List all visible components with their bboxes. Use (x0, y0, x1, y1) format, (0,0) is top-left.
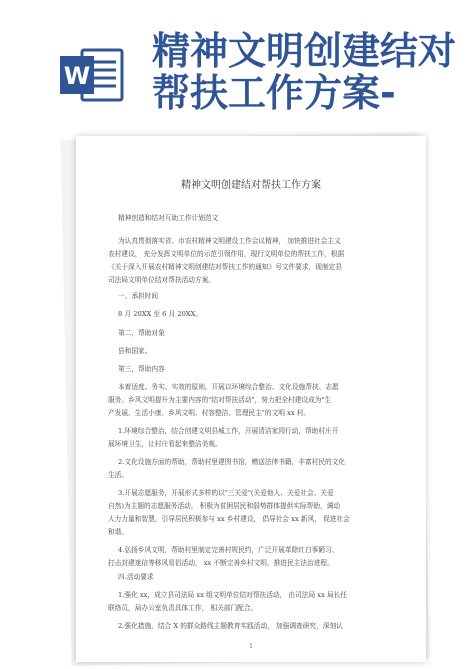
word-icon (58, 44, 126, 106)
banner-title (152, 30, 470, 114)
banner-title-line1: 精神文明创建结对 (152, 29, 457, 73)
body-line: 精神创造和结对互助工作计划范文 (118, 214, 219, 222)
body-line: 本着适度、务实、实效的原则，开展以环境综合整治、文化设施帮扶、志愿 (118, 383, 339, 391)
body-line: 2.强化措施，结合 X 的群众路线主题教育实践活动， 加强调查研究，深刻认 (118, 622, 343, 630)
body-line: 1.环境综合整治，结合创建文明县城工作，开展清洁家园行动，帮助村庄开 (118, 427, 339, 435)
header-banner (0, 0, 474, 115)
body-line: 2.文化设施方面的帮助，帮助村里建图书馆，赠送法律书籍，丰富村民的文化 (118, 458, 346, 466)
body-line: 3.开展志愿服务，开展形式多样的以"三关爱"(关爱他人、关爱社会、关爱 (118, 489, 334, 497)
body-line: 第二，帮助对象 (118, 329, 165, 337)
body-line: 服务、乡风文明提升为主要内容的"结对帮扶活动"，努力把全村建设成为"生 (108, 396, 332, 404)
body-line: 第三，帮助内容 (118, 365, 165, 373)
body-line: 和谐。 (108, 528, 129, 536)
body-line: 打击封建迷信等移风易俗活动， xx 不断完善乡村文明，推进民主法治进程。 (108, 559, 334, 567)
body-line: 农村建设， 充分发挥文明单位的示范引领作用，现行文明单位的帮扶工作，根据 (108, 250, 345, 258)
body-line: 生活。 (108, 471, 129, 479)
banner-title-line2: 帮扶工作方案- (152, 71, 396, 115)
body-line: 1.强化 xx，成立县司法局 xx 组文明单位结对帮扶活动， 由司法局 xx 局长任 (118, 591, 348, 599)
body-line: 产发展、生活小康、乡风文明、村容整洁、管理民主"的文明 xx 村。 (108, 409, 311, 417)
body-line: 司法局文明单位结对帮扶活动方案。 (108, 276, 215, 284)
document-title: 精神文明创建结对帮扶工作方案 (181, 180, 321, 191)
body-line: 四.活动要求 (118, 573, 154, 581)
body-line: 人力力量和智慧，引导居民积极参与 xx 乡村建设， 倡导社会 xx 新风， 促进社会 (108, 515, 350, 523)
body-line: 《关于深入开展农村精神文明创建结对帮扶工作的通知》号文件要求，现制定县 (108, 263, 343, 271)
body-line: 为认真贯彻落实省、市农村精神文明建设工作会议精神， 加快推进社会主义 (118, 237, 341, 245)
body-line: 联络员，局办公室负责具体工作， 相关部门配合。 (108, 604, 258, 612)
body-line: 8 月 20XX 至 6 月 20XX。 (118, 310, 203, 318)
body-line: 展环境卫生，让村庄看起来整洁美观。 (108, 440, 222, 448)
document-page (76, 136, 426, 662)
body-line: 自然)为主题的志愿服务活动， 积极为贫困居民和弱势群体提供实际帮助，调动 (108, 502, 341, 510)
body-line: 县和国家。 (118, 347, 152, 355)
word-icon-letter: W (63, 62, 91, 90)
page-number: 1 (249, 643, 253, 650)
body-line: 4.弘扬乡风文明，帮助村里制定完善村规民约，广泛开展革除红白事陋习、 (118, 546, 339, 554)
body-line: 一、承担时间 (118, 292, 159, 300)
